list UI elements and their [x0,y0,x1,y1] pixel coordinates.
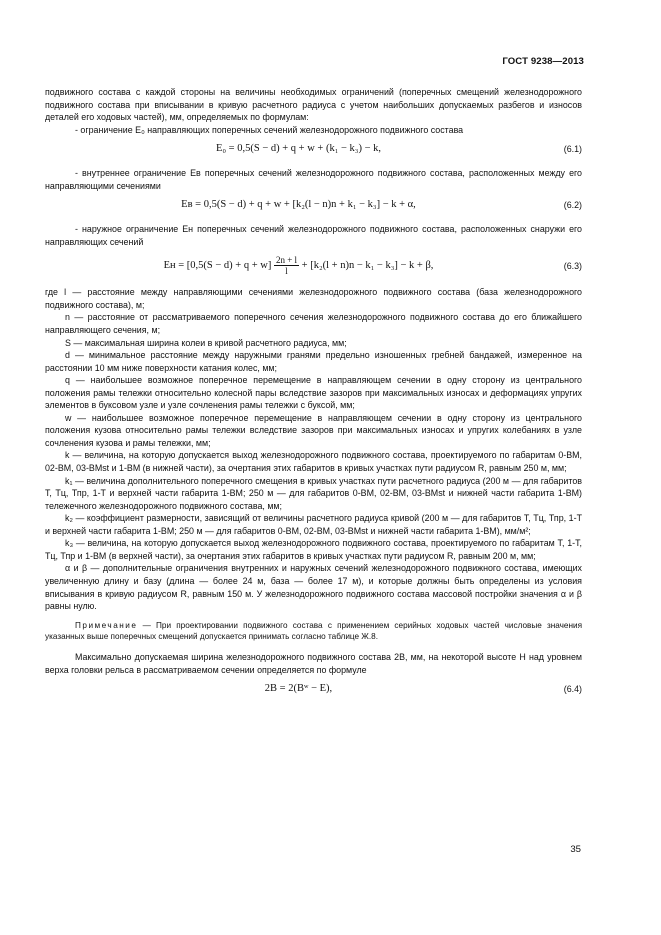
definition-item: q — наибольшее возможное поперечное перемещение в направляющем сечении в одну сторону из центрального положения рамы тележки относительно колесной пары вследствие зазоров при максимальных износах и деформациях упругих элементов в буксовом узле и узле сочленения рамы тележки с буксой, мм; [45,375,582,411]
item-en: - наружное ограничение Eн поперечных сечений железнодорожного подвижного состава, расположенных снаружи его направляющих сечений [45,224,582,247]
equation-formula-left: Eн = [0,5(S − d) + q + w] [163,260,272,272]
equation-number: (6.4) [563,684,582,695]
equation-number: (6.1) [563,144,582,155]
equation-formula: E₀ = 0,5(S − d) + q + w + (k₁ − k₃) − k, [215,143,381,155]
definition-item: S — максимальная ширина колеи в кривой расчетного радиуса, мм; [65,337,347,348]
definition-item: n — расстояние от рассматриваемого поперечного сечения железнодорожного подвижного состава до его ближайшего направляющего сечения, м; [45,312,582,336]
equation-formula-right: + [k₂(l + n)n − k₁ − k₃] − k + β, [301,260,434,272]
equation-number: (6.3) [563,261,582,272]
item-e0: - ограничение E₀ направляющих поперечных сечений железнодорожного подвижного состава [75,124,464,135]
page-content [45,86,582,707]
definition-item: d — минимальное расстояние между наружными гранями предельно изношенных гребней бандажей, измеренное на расстоянии 10 мм ниже поверхности катания колес, мм; [45,350,582,373]
note-text: — При проектировании подвижного состава с применением серийных ходовых частей числовые значения указанных выше поперечных смещений допускается принимать согласно таблице Ж.8. [45,620,582,641]
equation-number: (6.2) [563,200,582,211]
equation-6-1 [45,139,582,159]
definition-item: w — наибольшее возможное поперечное перемещение в направляющем сечении в одну сторону из центрального положения кузова относительно рамы тележки вследствие зазоров при максимальных износах и упругих колебаниях в узле сочленения кузова и рамы тележки, мм; [45,412,582,448]
definition-item: k — величина, на которую допускается выход железнодорожного подвижного состава, проектируемого по габаритам 0-ВМ, 02-ВМ, 03-ВМst и 1-ВМ (в нижней части), за очертания этих габаритов в кривых участках пути радиусом R, равным 250 м, мм; [45,450,582,474]
definition-item: α и β — дополнительные ограничения внутренних и наружных сечений железнодорожного подвижного состава, имеющих увеличенную длину и базу (длина — более 24 м, база — более 17 м), и которые должны быть определены из условия вписывания в кривую радиусом R, равным 150 м. У железнодорожного подвижного состава массовой постройки значения α и β равны нулю. [45,563,582,612]
equation-formula: Eв = 0,5(S − d) + q + w + [k₂(l − n)n + k₁ − k₃] − k + α, [181,199,416,211]
note-paragraph [45,620,582,643]
definition-item: где l — расстояние между направляющими сечениями железнодорожного подвижного состава (база железнодорожного подвижного состава), м; [45,287,582,310]
definitions-list [45,286,582,612]
fraction-denominator: l [285,266,288,277]
equation-6-3 [45,253,582,279]
item-ev: - внутреннее ограничение Eв поперечных сечений железнодорожного подвижного состава, расположенных между его направляющими сечениями [45,168,582,191]
final-paragraph: Максимально допускаемая ширина железнодорожного подвижного состава 2B, мм, на некоторой высоте H над уровнем верха головки рельса в рассматриваемом сечении определяется по формуле [45,652,582,675]
definition-item: k₁ — величина дополнительного поперечного смещения в кривых участках пути расчетного радиуса (200 м — для габаритов Т, Тц, Тпр, 1-Т и верхней части габарита 1-ВМ; 250 м — для габаритов 0-ВМ, 02-ВМ, 03-ВМst и нижней части габарита 1-ВМ) тележечного железнодорожного подвижного состава, мм; [45,475,582,511]
fraction-numerator: 2n + l [275,255,298,266]
note-label: Примечание [75,620,138,630]
equation-6-2 [45,195,582,215]
page-number: 35 [570,844,581,855]
definition-item: k₃ — величина, на которую допускается выход железнодорожного подвижного состава, проектируемого по габаритам Т, 1-Т, Тц, Тпр и 1-ВМ (в верхней части), за очертания этих габаритов в кривых участках пути радиусом R, равным 200 м, мм; [45,538,582,561]
equation-formula: 2B = 2(Bʷ − E), [264,683,333,695]
definition-item: k₂ — коэффициент размерности, зависящий от величины расчетного радиуса кривой (200 м — для габаритов Т, Тц, Тпр, 1-Т и верхней части габарита 1-ВМ; 250 м — для габаритов 0-ВМ, 02-ВМ, 03-ВМst и нижней части габарита 1-ВМ), мм/м²; [45,513,582,536]
equation-6-4 [45,679,582,699]
intro-paragraph: подвижного состава с каждой стороны на величины необходимых ограничений (поперечных смещений железнодорожного подвижного состава при вписывании в кривую расчетного радиуса с учетом наибольших допускаемых разбегов и износов деталей его ходовых частей), мм, определяемых по формулам: [45,87,582,123]
standard-header: ГОСТ 9238—2013 [502,56,584,67]
fraction [274,255,299,276]
